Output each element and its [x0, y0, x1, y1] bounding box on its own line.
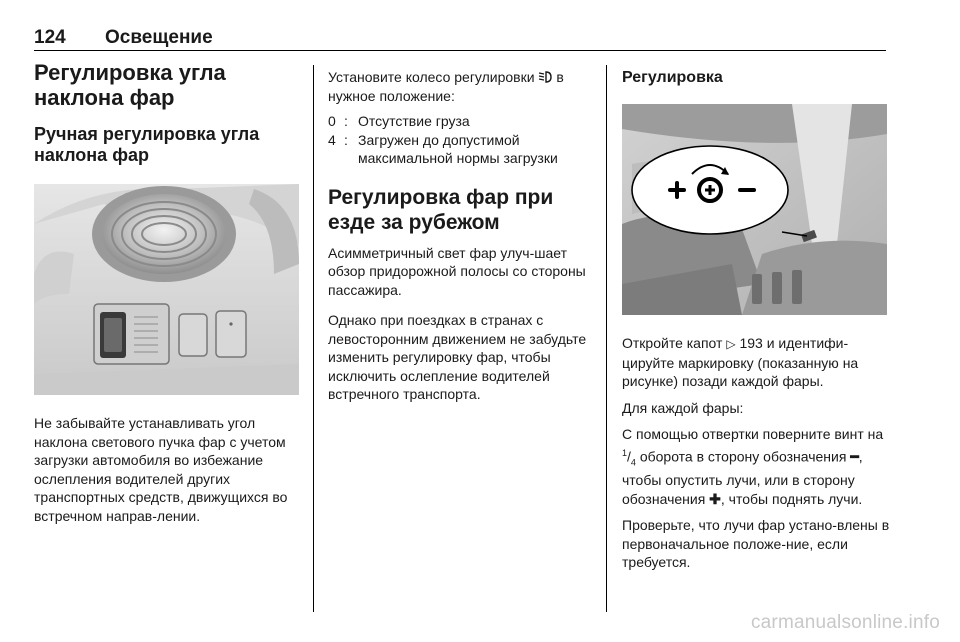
list-value: Загружен до допустимой максимальной нормы загрузки	[358, 131, 558, 166]
intro-text	[328, 68, 598, 105]
column-divider	[606, 65, 607, 612]
text: оборота в сторону обозначения	[639, 448, 847, 465]
plus-icon: ✚	[709, 490, 721, 507]
intro-after: в нужное положение:	[328, 69, 564, 104]
section-title: Регулировка угла наклона фар	[34, 60, 226, 110]
list-value: Отсутствие груза	[358, 113, 470, 129]
page-reference-icon[interactable]: ▷	[726, 337, 736, 351]
list-sep: :	[344, 131, 348, 148]
subheading: Ручная регулировка угла наклона фар	[34, 124, 260, 165]
load-list	[328, 112, 598, 168]
list-item	[328, 112, 598, 131]
control-panel-photo	[34, 184, 299, 395]
paragraph: Проверьте, что лучи фар устано-влены в первоначальное положе-ние, если требуется.	[622, 517, 890, 571]
intro-before: Установите колесо регулировки	[328, 69, 535, 85]
paragraph: Асимметричный свет фар улуч-шает обзор придорожной полосы со стороны пассажира.	[328, 244, 586, 298]
header-title: Освещение	[105, 27, 213, 48]
subheading: Регулировка	[622, 69, 723, 86]
text: С помощью отвертки поверните винт на	[622, 426, 884, 442]
paragraph: Однако при поездках в странах с левосторонним движением не забудьте изменить регулировку фар, чтобы исключить ослепление водителей встречного транспорта.	[328, 312, 587, 402]
header-rule	[34, 50, 886, 51]
list-item	[328, 131, 598, 168]
text: , чтобы поднять лучи.	[720, 490, 863, 507]
paragraph	[622, 334, 892, 391]
list-key: 0	[328, 113, 336, 129]
page-reference[interactable]: 193	[739, 335, 763, 351]
minus-icon: ━	[850, 448, 859, 465]
text: , чтобы опустить лучи, или в сторону обозначения	[622, 448, 863, 507]
fraction-numerator: 1	[622, 447, 628, 458]
engine-bay-photo	[622, 104, 887, 315]
paragraph: С помощью отвертки поверните винт на $^1/_4$ оборота в сторону обозначения ━, чтобы опустить лучи, или в сторону обозначения ✚, чтобы поднять лучи.	[622, 426, 884, 507]
list-sep: :	[344, 113, 348, 129]
paragraph: Для каждой фары:	[622, 399, 744, 416]
column-2	[328, 60, 598, 404]
column-1	[34, 60, 299, 525]
fraction-denominator: 4	[630, 456, 636, 467]
body-text: Не забывайте устанавливать угол наклона светового пучка фар с учетом загрузки автомобиля во избежание ослепления водителей других транспортных средств, движущихся во встречном направ-лении.	[34, 415, 288, 524]
headlight-range-icon	[538, 70, 552, 84]
watermark: carmanualsonline.info	[750, 612, 940, 633]
column-3	[622, 60, 892, 572]
list-key: 4	[328, 131, 336, 148]
column-divider	[313, 65, 314, 612]
section-title: Регулировка фар при езде за рубежом	[328, 185, 554, 234]
text: и идентифи-цируйте маркировку (показанную на рисунке) позади каждой фары.	[622, 335, 859, 389]
text: Откройте капот	[622, 335, 723, 351]
page-number: 124	[34, 27, 66, 48]
